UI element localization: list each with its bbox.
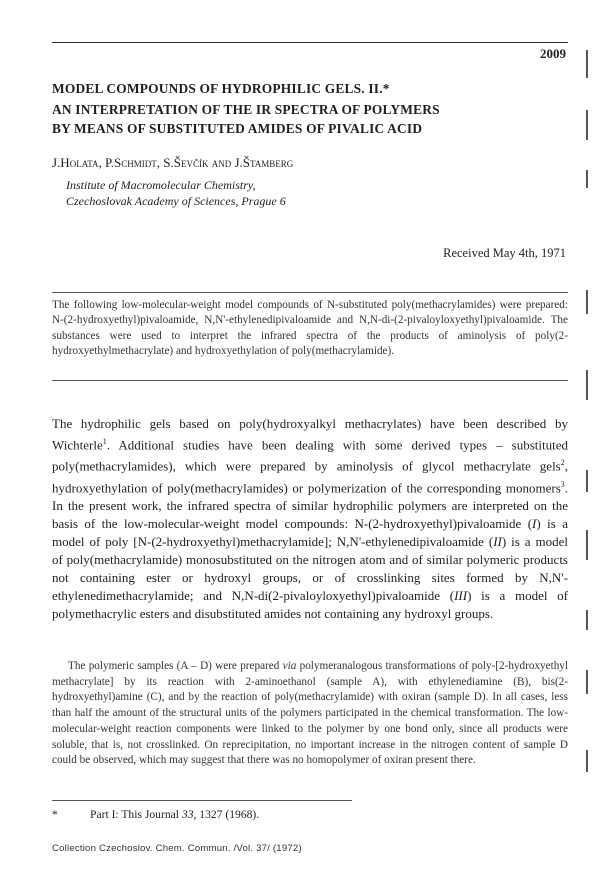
body-text: ) is a model of poly(methacrylamide) monosubstituted on the nitrogen atom and of similar polymeric products not containing ester or hydroxyl groups, or of crosslinking sites formed by N,N'-ethylenedimethacrylamide; and N,N-di(2-pivaloyloxyethyl)pivaloamide ( [52, 533, 568, 603]
via-italic: via [282, 660, 297, 672]
body-text: . In the present work, the infrared spectra of similar hydrophilic polymers are interpreted on the basis of the low-molecular-weight model compounds: N-(2-hydroxyethyl)pivaloamide ( [52, 479, 568, 531]
body-text: ) is a model of poly [N-(2-hydroxyethyl)methacrylamide]; N,N'-ethylenedipivaloamide ( [52, 515, 568, 549]
footnote-rule [52, 800, 352, 801]
body-text: polymeranalogous transformations of poly-[2-hydroxyethyl methacrylate] by its reaction with 2-aminoethanol (sample A), with ethylenediamine (B), bis(2-hydroxyethyl)amine (C), and by the reaction of poly(methacrylamide) with oxiran (sample D). In all cases, less than half the amount of the structural units of the polymers participated in the chemical transformation. The low-molecular-weight reaction components were linked to the polymer by one bond only, since all products were soluble, that is, not crosslinked. On reprecipitation, no important increase in the nitrogen content of sample D could be observed, which may suggest that there was no homopolymer of oxiran present there. [52, 660, 569, 767]
footnote-mark: * [52, 808, 58, 821]
scan-mark [586, 530, 588, 560]
body-text: . Additional studies have been dealing with some derived types – substituted poly(methacrylamides), which were prepared by aminolysis of glycol methacrylate gels [52, 437, 568, 474]
abstract-bottom-rule [52, 380, 568, 381]
abstract: The following low-molecular-weight model compounds of N-substituted poly(methacrylamides) were prepared: N-(2-hydroxyethyl)pivaloamide, N,N'-ethylenedipivaloamide and N,N-di-(2-pivaloyloxyethyl)pivaloamide. The substances were used to interpret the infrared spectra of the products of aminolysis of poly(2-hydroxyethylmethacrylate) and hydroxyethylation of poly(methacrylamide). [52, 299, 568, 357]
compound-III: III [454, 587, 468, 603]
body-text: The hydrophilic gels based on poly(hydroxyalkyl methacrylates) have been described by Wichterle [52, 416, 568, 453]
received-date: Received May 4th, 1971 [443, 246, 566, 260]
reference-1: 1 [102, 437, 107, 446]
abstract-top-rule [52, 292, 568, 293]
subtitle-line: AN INTERPRETATION OF THE IR SPECTRA OF POLYMERS [52, 102, 440, 117]
affiliation-line: Institute of Macromolecular Chemistry, [66, 178, 256, 192]
body-text: , hydroxyethylation of poly(methacrylamides) or polymerization of the corresponding monomers [52, 458, 568, 495]
footnote-text: , 1327 (1968). [193, 808, 260, 821]
body-paragraph-1 [52, 415, 568, 623]
header-rule [52, 42, 568, 43]
article-subtitle [52, 100, 572, 138]
body-text: ) is a model of polymethacrylic esters and disubstituted amides not containing any hydroxyl groups. [52, 587, 569, 621]
body-paragraph-2 [52, 659, 568, 769]
article-title: MODEL COMPOUNDS OF HYDROPHILIC GELS. II.* [52, 81, 390, 96]
authors: J.Holata, P.Schmidt, S.Ševčík and J.Štamberg [52, 155, 294, 170]
scan-mark [586, 50, 588, 78]
affiliation-line: Czechoslovak Academy of Sciences, Prague 6 [66, 194, 286, 208]
compound-I: I [532, 515, 537, 531]
footnote-text: Part I: This Journal [90, 808, 182, 821]
journal-footer: Collection Czechoslov. Chem. Commun. /Vol. 37/ (1972) [52, 843, 302, 854]
scan-mark [586, 470, 588, 492]
reference-3: 3 [560, 479, 565, 489]
scan-edge-marks [586, 50, 588, 890]
scan-mark [586, 670, 588, 694]
scan-mark [586, 370, 588, 400]
body-text: The polymeric samples (A – D) were prepared [68, 660, 283, 672]
scan-mark [586, 110, 588, 140]
subtitle-line: BY MEANS OF SUBSTITUTED AMIDES OF PIVALIC ACID [52, 121, 423, 136]
footnote-volume: 33 [181, 808, 194, 821]
footnote [52, 808, 259, 821]
compound-II: II [493, 533, 502, 549]
scan-mark [586, 170, 588, 188]
scan-mark [586, 750, 588, 772]
page-number: 2009 [540, 46, 566, 61]
scan-mark [586, 610, 588, 630]
affiliation [66, 177, 286, 209]
reference-2: 2 [560, 458, 565, 468]
scan-mark [586, 290, 588, 314]
